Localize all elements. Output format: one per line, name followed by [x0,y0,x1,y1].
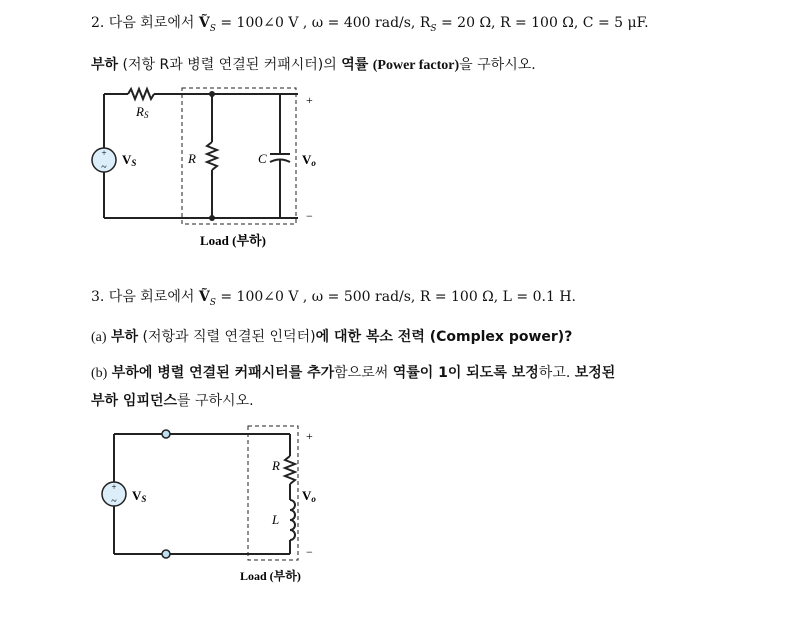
problem-2-given-2: = 20 Ω, R = 100 Ω, C = 5 μF. [441,15,649,31]
l-label: L [272,512,280,527]
svg-text:+: + [101,148,107,158]
minus-sign: − [306,545,313,559]
problem-2-given-1: = 100∠0 V , ω = 400 rad/s, R [220,15,431,31]
r-label: R [272,458,280,473]
circuit-diagram-1 [88,84,328,254]
vo-label: Vo [302,488,316,504]
plus-sign: + [306,429,313,443]
svg-text:~: ~ [111,496,117,507]
problem-3-given: = 100∠0 V , ω = 500 rad/s, R = 100 Ω, L = 0.1 H. [220,289,576,305]
rs-label: RS [136,104,149,120]
r-label: R [188,151,196,166]
terminal-top [162,430,170,438]
svg-text:~: ~ [101,162,107,173]
c-label: C [258,151,267,166]
problem-3-part-a: (a) 부하 (저항과 직렬 연결된 인덕터)에 대한 복소 전력 (Complex power)? [91,329,573,345]
terminal-bottom [162,550,170,558]
problem-3-header: 3. 다음 회로에서 [91,289,195,305]
vs-label: VS [122,152,137,168]
load-label: Load (부하) [200,233,266,248]
node-dot-top [209,91,215,97]
node-dot-bottom [209,215,215,221]
problem-3-part-b-line-2: 부하 임피던스를 구하시오. [91,393,254,409]
minus-sign: − [306,209,313,223]
vs-symbol: Ṽ$_S$ [198,15,216,34]
problem-2-statement: 2. 다음 회로에서 Ṽ$_S$ = 100∠0 V , ω = 400 rad/s, $R_S = 20$ Ω, R = 100 Ω, C = 5 μF. [91,15,649,34]
plus-sign: + [306,93,313,107]
problem-2-question: 부하 (저항 R과 병렬 연결된 커패시터)의 역률 (Power factor)을 구하시오. [91,57,536,73]
problem-3-part-b-line-1: (b) 부하에 병렬 연결된 커패시터를 추가함으로써 역률이 1이 되도록 보정하고. 보정된 [91,365,616,381]
vs-label: VS [132,488,147,504]
circuit-diagram-2 [88,420,328,590]
vs-symbol-3: Ṽ$_S$ [198,289,216,308]
svg-text:+: + [111,482,117,492]
problem-3-statement [91,288,576,312]
vo-label: Vo [302,152,316,168]
problem-2-header: 2. 다음 회로에서 [91,15,195,31]
load-box [182,88,296,224]
load-label: Load (부하) [240,569,301,583]
